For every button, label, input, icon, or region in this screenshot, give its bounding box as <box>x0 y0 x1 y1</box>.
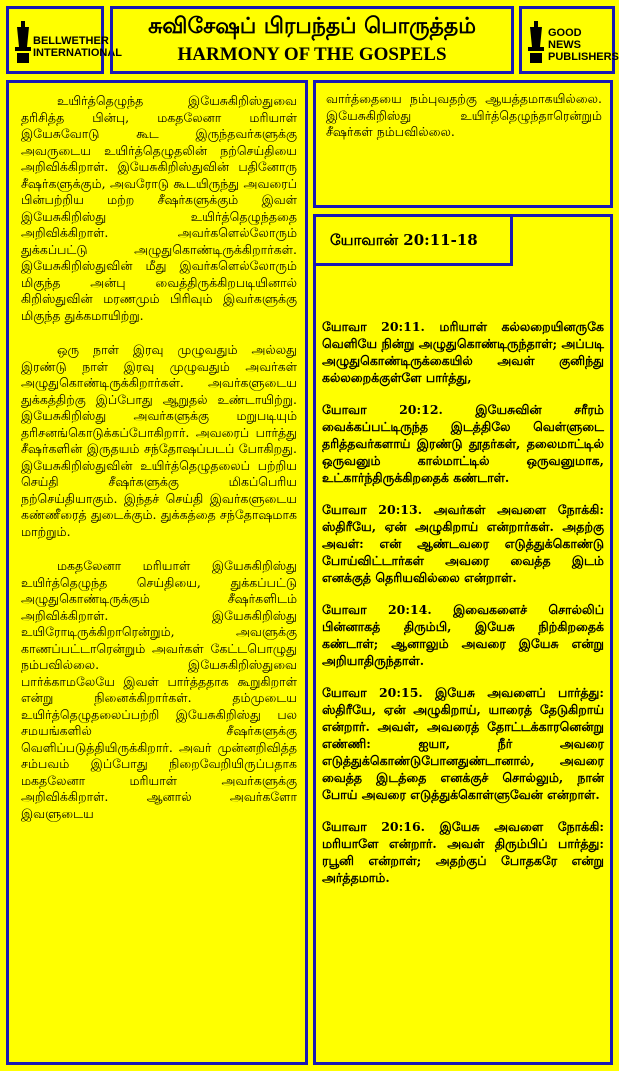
bellwether-logo <box>6 6 123 74</box>
page-header <box>2 2 617 78</box>
verse-12: யோவா 20:12. இயேசுவின் சரீரம் வைக்கப்பட்டிருந்த இடத்திலே வெள்ளுடை தரித்தவர்களாய் இரண்டு தூதர்கள், தலைமாட்டில் ஒருவனும் கால்மாட்டில் ஒருவனுமாக, உட்கார்ந்திருக்கிறதைக் கண்டாள். <box>322 402 604 485</box>
left-paragraph-3: மகதலேனா மரியாள் இயேசுகிறிஸ்து உயிர்த்தெழுந்த செய்தியை, துக்கப்பட்டு அழுதுகொண்டிருக்கும் சீஷர்களிடம் அறிவிக்கிறாள். இயேசுகிறிஸ்து உயிரோடிருக்கிறாரென்றும், அவளுக்கு காணப்பட்டாரென்றும் அவர்கள் கேட்டபொழுது நம்பவில்லை. இயேசுகிறிஸ்துவை பார்க்காமலேயே இவள் பார்த்ததாக கூறுகிறாள் என்று நினைக்கிறார்கள். தம்முடைய உயிர்த்தெழுதலைப்பற்றி இயேசுகிறிஸ்து பல சமயங்களில் சீஷர்களுக்கு வெளிப்படுத்தியிருக்கிறார். அவர் முன்னறிவித்த சம்பவம் இப்போது நிறைவேறியிருப்பதாக மகதலேனா மரியாள் அவர்களுக்கு அறிவிக்கிறாள். ஆனால் அவர்களோ இவளுடைய <box>21 558 297 821</box>
right-logo-text: GOOD NEWS PUBLISHERS <box>548 27 619 63</box>
verse-15: யோவா 20:15. இயேசு அவளைப் பார்த்து: ஸ்திரீயே, ஏன் அழுகிறாய், யாரைத் தேடுகிறாய் என்றார். அவள், அவரைத் தோட்டக்காரனென்று எண்ணி: ஐயா, நீர் அவரை எடுத்துக்கொண்டுபோனதுண்டானால், அவரை வைத்த இடத்தை எனக்குச் சொல்லும், நான் போய் அவரை எடுத்துக்கொள்ளுவேன் என்றாள். <box>322 685 604 802</box>
verse-13: யோவா 20:13. அவர்கள் அவளை நோக்கி: ஸ்திரீயே, ஏன் அழுகிறாய் என்றார்கள். அதற்கு அவள்: என் ஆண்டவரை எடுத்துக்கொண்டு போய்விட்டார்கள் அவரை வைத்த இடம் எனக்குத் தெரியவில்லை என்றாள். <box>322 502 604 585</box>
right-top-text: வார்த்தையை நம்புவதற்கு ஆயத்தமாகயில்லை. இயேசுகிறிஸ்து உயிர்த்தெழுந்தாரென்றும் சீஷர்கள் நம்பவில்லை. <box>326 91 602 139</box>
verse-14: யோவா 20:14. இவைகளைச் சொல்லிப் பின்னாகத் திரும்பி, இயேசு நிற்கிறதைக் கண்டாள்; ஆனாலும் அவரை இயேசு என்று அறியாதிருந்தாள். <box>322 602 604 668</box>
left-column <box>6 80 308 1065</box>
title-english: HARMONY OF THE GOSPELS <box>177 44 447 65</box>
scripture-reference: யோவான் 20:11-18 <box>313 214 513 266</box>
verse-11: யோவா 20:11. மரியாள் கல்லறையினருகே வெளியே நின்று அழுதுகொண்டிருந்தாள்; அப்படி அழுதுகொண்டிருக்கையில் அவள் குனிந்து கல்லறைக்குள்ளே பார்த்து, <box>322 319 604 385</box>
lamp-icon <box>526 17 546 65</box>
title-tamil: சுவிசேஷப் பிரபந்தப் பொருத்தம் <box>148 13 476 39</box>
verse-16: யோவா 20:16. இயேசு அவளை நோக்கி: மரியாளே என்றார். அவள் திரும்பிப் பார்த்து: ரபூனி என்றாள்; அதற்குப் போதகரே என்று அர்த்தமாம். <box>322 819 604 885</box>
right-top-box <box>313 80 613 208</box>
title-box <box>110 6 514 74</box>
lamp-icon <box>13 17 33 65</box>
verses-list <box>322 318 604 901</box>
left-logo-text: BELLWETHER INTERNATIONAL <box>33 35 123 59</box>
good-news-logo <box>519 6 619 74</box>
left-paragraph-1: உயிர்த்தெழுந்த இயேசுகிறிஸ்துவை தரிசித்த பின்பு, மகதலேனா மரியாள் இயேசுவோடு கூட இருந்தவர்களுக்கு அவருடைய உயிர்த்தெழுதலின் நற்செய்தியை அறிவிக்கிறாள். இயேசுகிறிஸ்துவின் பதினோரு சீஷர்களுக்கும், அவரோடு கூடயிருந்து அவரைப் பின்பற்றிய மற்ற சீஷர்களுக்கும் இவள் இயேசுகிறிஸ்து உயிர்த்தெழுந்ததை அறிவிக்கிறாள். அவர்களெல்லோரும் துக்கப்பட்டு அழுதுகொண்டிருக்கிறார்கள். இயேசுகிறிஸ்துவின் மீது இவர்களெல்லோரும் மிகுந்த அன்பு வைத்திருக்கிறபடியினால் கிறிஸ்துவின் மரணமும் பிரிவும் இவர்களுக்கு மிகுந்த துக்கமாயிற்று. <box>21 93 297 323</box>
left-paragraph-2: ஒரு நாள் இரவு முழுவதும் அல்லது இரண்டு நாள் இரவு முழுவதும் அவர்கள் அழுதுகொண்டிருக்கிறார்கள். அவர்களுடைய துக்கத்திற்கு இப்போது ஆறுதல் உண்டாயிற்று. இயேசுகிறிஸ்து அவர்களுக்கு மறுபடியும் தரிசனங்கொடுக்கப்போகிறார். அவரைப் பார்த்து சீஷர்களின் இருதயம் சந்தோஷப்படப் போகிறது. இயேசுகிறிஸ்துவின் உயிர்த்தெழுதலைப் பற்றிய செய்தி சீஷர்களுக்கு மிகப்பெரிய நற்செய்தியாகும். இந்தச் செய்தி இவர்களுடைய கண்ணீரைத் துடைக்கும். துக்கத்தை சந்தோஷமாக மாற்றும். <box>21 342 297 539</box>
